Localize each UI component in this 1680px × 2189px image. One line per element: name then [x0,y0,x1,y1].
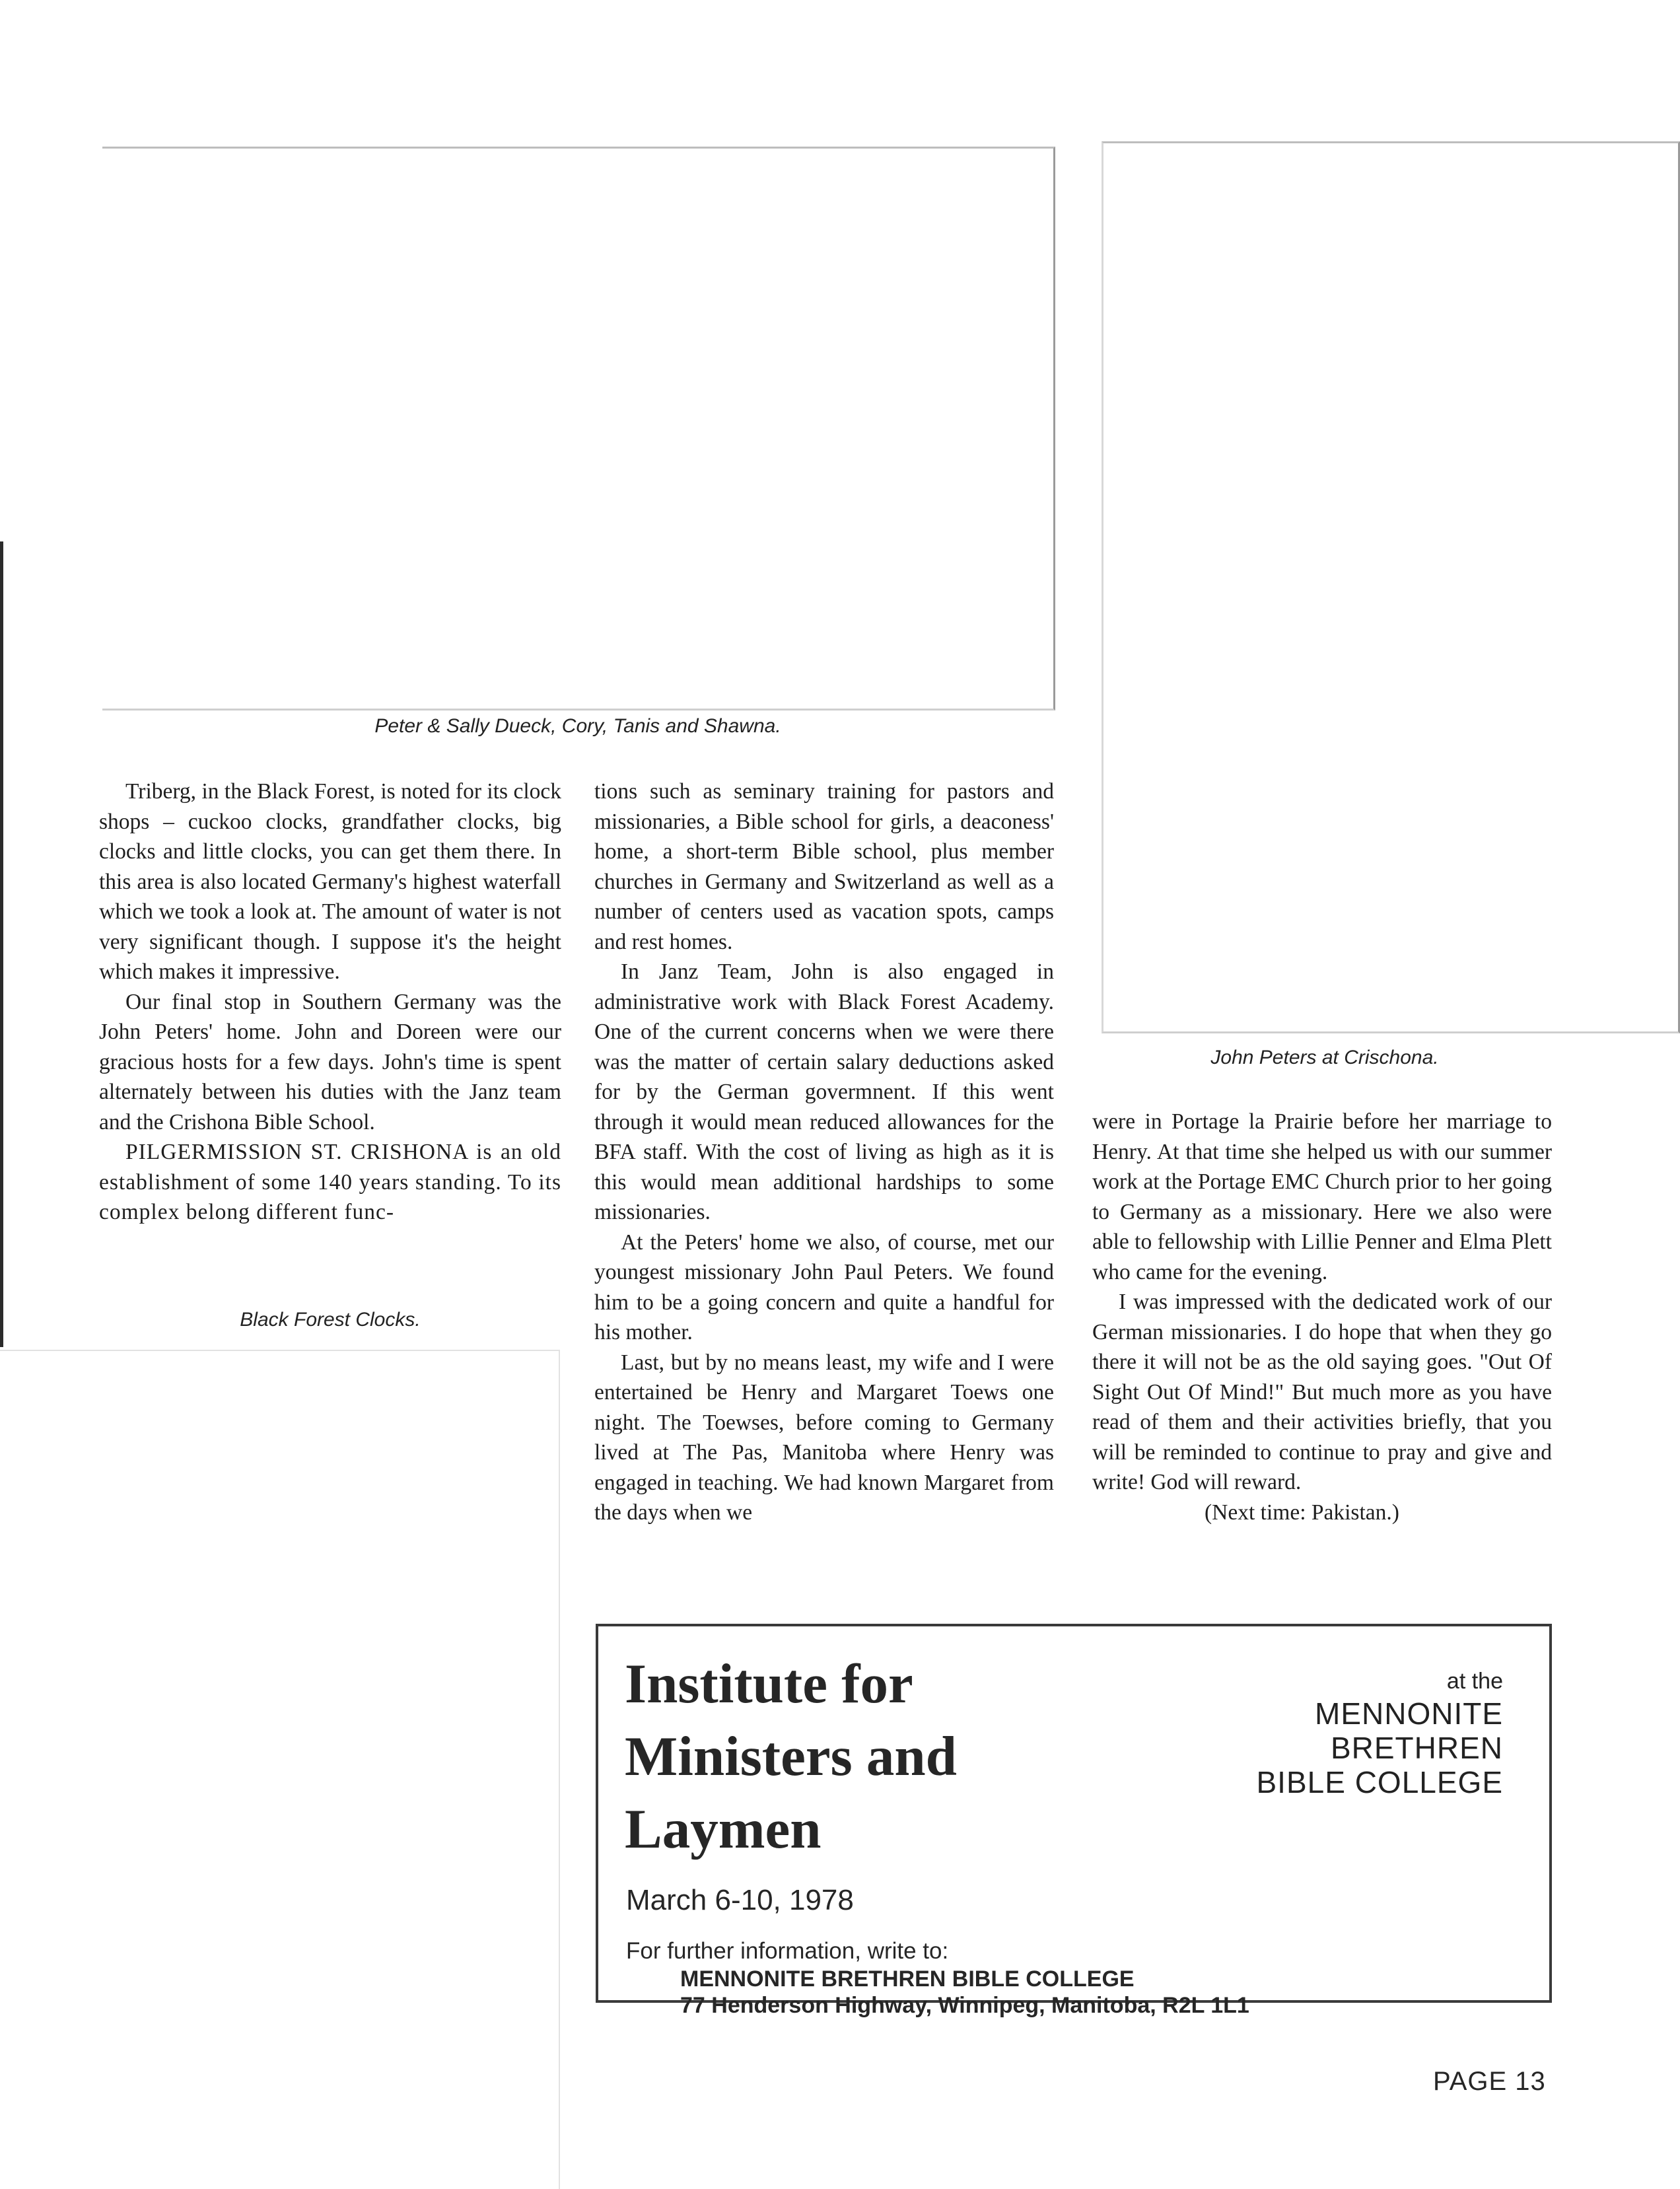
scan-border-vertical [559,1350,560,2189]
ad-title-line-3: Laymen [625,1798,822,1860]
ad-college-line-3: BIBLE COLLEGE [1256,1765,1503,1799]
paragraph-final-stop: Our final stop in Southern Germany was the John Peters' home. John and Doreen were our gracious hosts for a few days. John's time is spent alternately between his duties with the Janz team and the Crishona Bible School. [99,989,561,1134]
paragraph-peters-home: At the Peters' home we also, of course, met our youngest missionary John Paul Peters. We found him to be a going concern and quite a handful for his mother. [594,1230,1054,1344]
paragraph-triberg: Triberg, in the Black Forest, is noted for its clock shops – cuckoo clocks, grandfather clocks, big clocks and little clocks, you can get them there. In this area is also located Germany's highest waterfall which we took a look at. The amount of water is not very significant though. I suppose it's the height which makes it impressive. [99,779,561,984]
ad-title-line-2: Ministers and [625,1725,957,1788]
paragraph-functions: tions such as seminary training for pastors and missionaries, a Bible school for girls, a deaconess' home, a short-term Bible school, plus member churches in Germany and Switzerland as well as a number of centers used as vacation spots, camps and rest homes. [594,779,1054,954]
article-column-3 [1092,1107,1552,1527]
institute-advertisement [596,1624,1552,2018]
ad-at-the: at the [1446,1669,1503,1694]
ad-college-line-1: MENNONITE [1315,1696,1503,1731]
scan-border-line [0,1350,560,1351]
ad-college-block [1257,1666,1504,1799]
ad-info-label: For further information, write to: [626,1938,949,1964]
ad-title [625,1648,957,1865]
ad-address-street: 77 Henderson Highway, Winnipeg, Manitoba, R2L 1L1 [680,1993,1249,2018]
caption-john-peters: John Peters at Crischona. [1210,1047,1439,1068]
next-time-note: (Next time: Pakistan.) [1205,1500,1399,1525]
scan-edge [0,541,3,1347]
paragraph-janz-team: In Janz Team, John is also engaged in administrative work with Black Forest Academy. One of the current concerns when we were there was the matter of certain salary deductions asked for by the German govermnent. If this went through it would mean reduced allowances for the BFA staff. With the cost of living as high as it is this would mean additional hardships to some missionaries. [594,959,1054,1224]
paragraph-pilgermission: PILGERMISSION ST. CRISHONA is an old establishment of some 140 years standing. To its complex belong different func- [99,1140,561,1224]
paragraph-impressed: I was impressed with the dedicated work of our German missionaries. I do hope that when they go there it will not be as the old saying goes. "Out Of Sight Out Of Mind!" But much more as you have read of them and their activities briefly, that you will be reminded to continue to pray and give and write! God will reward. [1092,1290,1552,1494]
page-number: PAGE 13 [1433,2067,1546,2096]
article-column-1 [99,777,561,1228]
ad-dates: March 6-10, 1978 [626,1884,854,1916]
paragraph-portage: were in Portage la Prairie before her marriage to Henry. At that time she helped us with our summer work at the Portage EMC Church prior to her going to Germany as a missionary. Here we also were able to fellowship with Lillie Penner and Elma Plett who came for the evening. [1092,1109,1552,1284]
ad-title-line-1: Institute for [625,1653,913,1715]
ad-college-line-2: BRETHREN [1330,1731,1503,1765]
article-column-2 [594,777,1054,1528]
ad-address-name: MENNONITE BRETHREN BIBLE COLLEGE [680,1966,1135,1992]
paragraph-toews: Last, but by no means least, my wife and I were entertained be Henry and Margaret Toews one night. The Toewses, before coming to Germany lived at The Pas, Manitoba where Henry was engaged in teaching. We had known Margaret from the days when we [594,1350,1054,1525]
ad-contact [626,1937,1249,2019]
john-peters-photo [1102,141,1680,1033]
caption-family-photo: Peter & Sally Dueck, Cory, Tanis and Shawna. [374,715,781,737]
caption-black-forest-clocks: Black Forest Clocks. [240,1309,421,1331]
family-photo [102,147,1055,711]
